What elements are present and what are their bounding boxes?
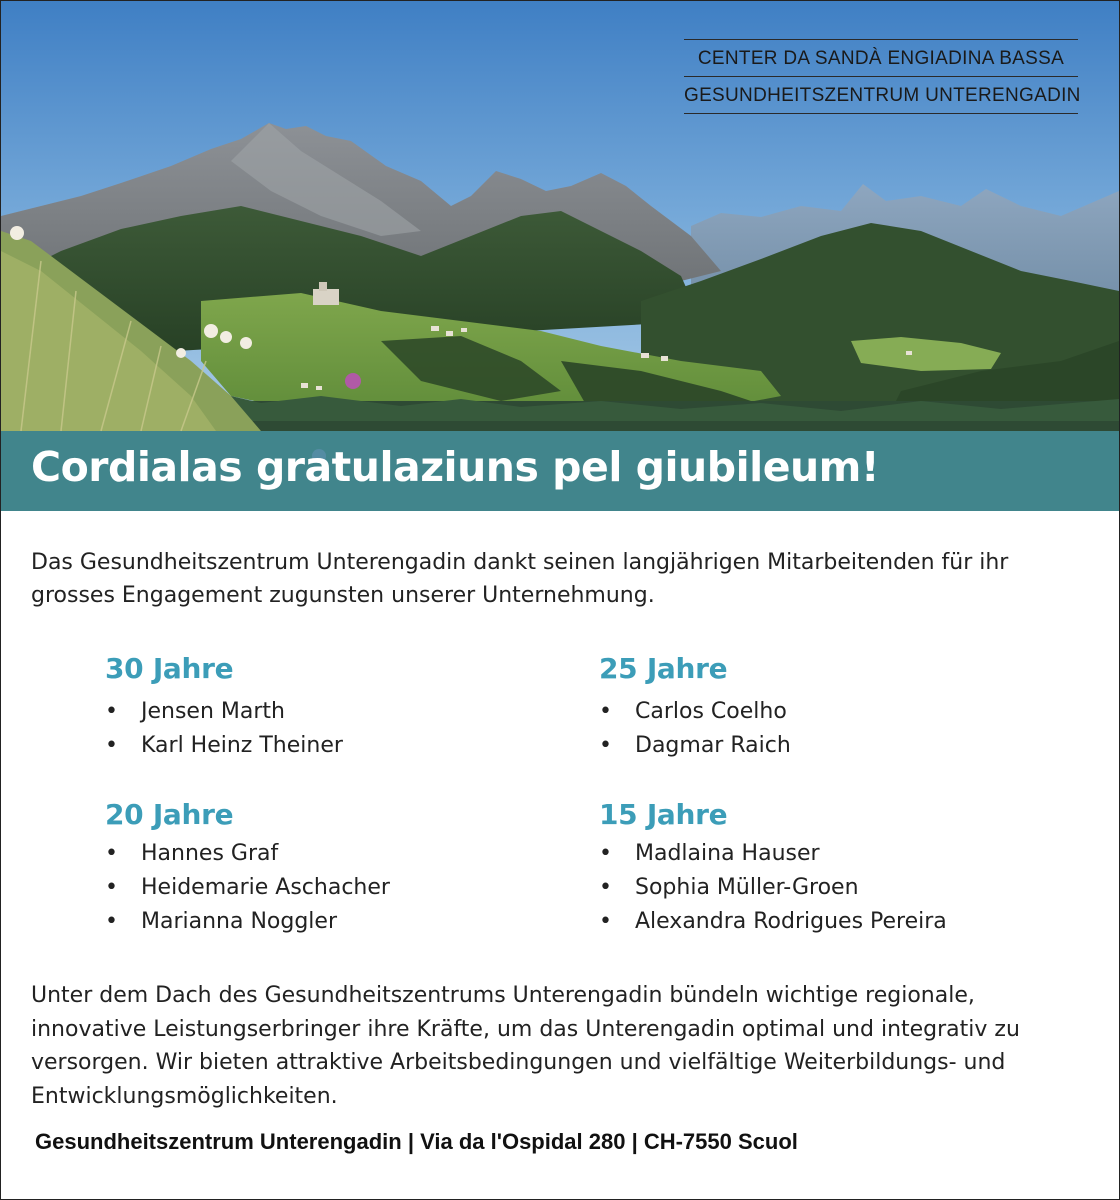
- bullet-icon: •: [105, 733, 118, 758]
- name-list: [599, 837, 1059, 939]
- group-20-years: [105, 795, 565, 939]
- employee-name: Sophia Müller-Groen: [635, 875, 859, 900]
- group-title: 30 Jahre: [105, 652, 234, 685]
- bullet-icon: •: [105, 909, 118, 934]
- address-footer: Gesundheitszentrum Unterengadin | Via da l'Ospidal 280 | CH-7550 Scuol: [35, 1129, 798, 1154]
- employee-name: Karl Heinz Theiner: [141, 733, 343, 758]
- employee-name: Madlaina Hauser: [635, 841, 820, 866]
- bullet-icon: •: [105, 699, 118, 724]
- group-title: 15 Jahre: [599, 798, 728, 831]
- list-item: [599, 837, 1059, 871]
- headline: Cordialas gratulaziuns pel giubileum!: [31, 443, 880, 491]
- bullet-icon: •: [599, 841, 612, 866]
- outro-paragraph: Unter dem Dach des Gesundheitszentrums Unterengadin bündeln wichtige regionale, innovative Leistungserbringer ihre Kräfte, um das Unterengadin optimal und integrativ zu versorgen. Wir bieten attraktive Arbeitsbedingungen und vielfältige Weiterbildungs- und Entwicklungsmöglichkeiten.: [31, 983, 1020, 1109]
- intro-paragraph: Das Gesundheitszentrum Unterengadin dankt seinen langjährigen Mitarbeitenden für ihr grosses Engagement zugunsten unserer Unternehmung.: [31, 550, 1009, 608]
- bullet-icon: •: [599, 909, 612, 934]
- list-item: [599, 871, 1059, 905]
- brand-name-german: GESUNDHEITSZENTRUM UNTERENGADIN: [684, 85, 1081, 106]
- group-25-years: [599, 649, 1059, 763]
- list-item: [105, 905, 565, 939]
- employee-name: Jensen Marth: [141, 699, 285, 724]
- employee-name: Carlos Coelho: [635, 699, 787, 724]
- headline-banner: [1, 431, 1119, 511]
- bullet-icon: •: [105, 875, 118, 900]
- name-list: [105, 695, 565, 763]
- brand-rule-bottom: [684, 113, 1078, 114]
- employee-name: Hannes Graf: [141, 841, 279, 866]
- bullet-icon: •: [599, 733, 612, 758]
- list-item: [105, 837, 565, 871]
- list-item: [599, 729, 1059, 763]
- list-item: [599, 695, 1059, 729]
- group-15-years: [599, 795, 1059, 939]
- brand-name-romansh: CENTER DA SANDÀ ENGIADINA BASSA: [697, 48, 1065, 69]
- bullet-icon: •: [599, 875, 612, 900]
- employee-name: Dagmar Raich: [635, 733, 791, 758]
- employee-name: Marianna Noggler: [141, 909, 338, 934]
- list-item: [105, 695, 565, 729]
- employee-name: Alexandra Rodrigues Pereira: [635, 909, 947, 934]
- bullet-icon: •: [599, 699, 612, 724]
- bullet-icon: •: [105, 841, 118, 866]
- list-item: [599, 905, 1059, 939]
- group-title: 20 Jahre: [105, 798, 234, 831]
- name-list: [599, 695, 1059, 763]
- name-list: [105, 837, 565, 939]
- brand-logo: [684, 39, 1081, 114]
- list-item: [105, 729, 565, 763]
- group-title: 25 Jahre: [599, 652, 728, 685]
- group-30-years: [105, 649, 565, 763]
- list-item: [105, 871, 565, 905]
- employee-name: Heidemarie Aschacher: [141, 875, 390, 900]
